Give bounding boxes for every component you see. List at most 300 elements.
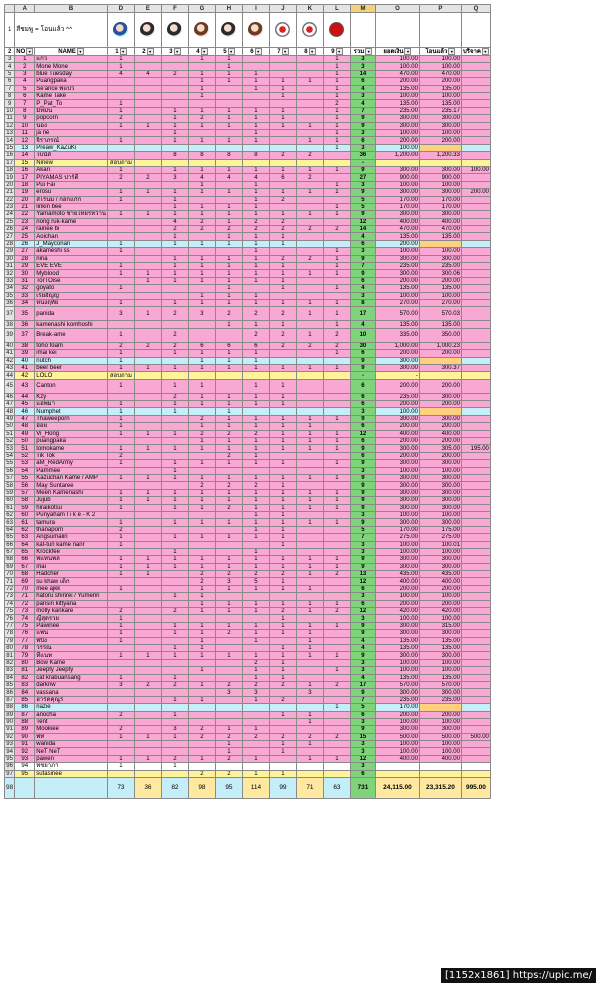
member-qty-cell [296,526,323,533]
member-qty-cell [215,328,242,342]
row-donation-cell [461,233,490,240]
row-number: 97 [6,770,13,777]
row-donation-cell [461,482,490,489]
row-amount-cell: 200.00 [375,438,419,445]
member-qty-cell [296,667,323,674]
table-row [5,696,491,703]
table-row [5,357,491,364]
row-amount-cell: 300.00 [375,460,419,467]
member-qty-cell [269,726,296,733]
row-total-cell: 9 [350,445,375,452]
member-qty-cell: 2 [215,482,242,489]
row-donation-cell [461,129,490,136]
row-no-cell: 49 [15,430,35,437]
table-row [5,711,491,718]
member-qty-cell: 1 [188,93,215,100]
row-donation-cell [461,667,490,674]
member-qty-cell [296,615,323,622]
member-qty-cell: 1 [242,511,269,518]
member-qty-cell [107,548,134,555]
member-qty-cell [134,218,161,225]
member-qty-cell: 1 [188,600,215,607]
column-header-12[interactable] [375,48,419,56]
member-qty-cell: 1 [107,196,134,203]
member-qty-cell [161,578,188,585]
member-qty-cell [269,408,296,415]
row-total-cell: 9 [350,726,375,733]
table-row [5,630,491,637]
member-qty-cell: 1 [215,203,242,210]
member-qty-cell [161,423,188,430]
row-paid-cell: 300.00 [419,497,461,504]
member-qty-cell: 1 [161,467,188,474]
row-name-cell: Aoichan [35,233,108,240]
row-paid-cell: 100.00 [419,292,461,299]
member-qty-cell: 2 [161,393,188,400]
row-name-cell: ญีสุดรวย [35,615,108,622]
member-qty-cell: 1 [269,504,296,511]
member-qty-cell [134,85,161,92]
member-qty-cell: 1 [242,321,269,328]
member-qty-cell: 1 [161,379,188,393]
member-qty-cell: 1 [188,497,215,504]
member-qty-cell: 1 [269,430,296,437]
row-no-cell: 94 [15,763,35,770]
row-name-cell: Pui Fai [35,181,108,188]
member-qty-cell: 1 [269,211,296,218]
row-total-cell: 9 [350,166,375,173]
row-name-cell: nong ruk-kame [35,218,108,225]
member-qty-cell [215,763,242,770]
column-header-4[interactable] [161,48,188,56]
member-qty-cell [107,226,134,233]
row-donation-cell [461,578,490,585]
row-number: 63 [6,519,13,526]
row-paid-cell: 435.00 [419,571,461,578]
row-amount-cell: 100.00 [375,56,419,63]
row-name-cell: Canton [35,379,108,393]
column-header-3[interactable] [134,48,161,56]
row-donation-cell [461,585,490,592]
member-qty-cell: 8 [188,152,215,159]
row-name-cell: โบนัส [35,152,108,159]
row-paid-cell: 135.00 [419,285,461,292]
member-qty-cell: 1 [296,585,323,592]
member-qty-cell: 2 [188,726,215,733]
filter-dropdown-icon[interactable]: ▾ [228,48,235,55]
member-qty-cell: 1 [107,504,134,511]
member-qty-cell: 1 [242,534,269,541]
column-letter-I[interactable]: I [242,5,269,13]
member-qty-cell [242,100,269,107]
row-donation-cell [461,107,490,114]
column-header-7[interactable] [242,48,269,56]
column-letter-M[interactable]: M [350,5,375,13]
member-qty-cell: 1 [269,652,296,659]
member-qty-cell [134,637,161,644]
row-name-cell: vassana [35,689,108,696]
row-no-cell: 74 [15,615,35,622]
row-name-cell: Pammee [35,467,108,474]
column-letter-O[interactable]: O [375,5,419,13]
member-qty-cell [323,711,350,718]
member-qty-cell [161,585,188,592]
member-qty-cell: 1 [215,556,242,563]
member-qty-cell: 1 [296,718,323,725]
column-header-9[interactable] [296,48,323,56]
row-paid-cell: 300.00 [419,652,461,659]
member-qty-cell: 1 [323,166,350,173]
member-qty-cell [134,328,161,342]
row-name-cell: Kazuchan Kame / AMP [35,475,108,482]
row-total-cell: 3 [350,748,375,755]
row-name-cell: สีไร้นม / ก็อกแก๊ก [35,196,108,203]
member-qty-cell [107,181,134,188]
member-qty-cell [323,585,350,592]
row-paid-cell: 400.00 [419,578,461,585]
member-qty-cell: 1 [269,166,296,173]
member-qty-cell [215,196,242,203]
member-qty-cell: 1 [215,107,242,114]
table-row [5,196,491,203]
row-name-cell: linkin bee [35,203,108,210]
member-qty-cell: 2 [323,608,350,615]
row-total-cell: 3 [350,667,375,674]
filter-dropdown-icon[interactable]: ▾ [336,48,343,55]
row-number: 39 [5,328,15,342]
column-letter-D[interactable]: D [107,5,134,13]
table-row [5,100,491,107]
row-amount-cell: 170.00 [375,196,419,203]
row-no-cell: 32 [15,285,35,292]
row-name-cell: Thaweeporn [35,415,108,422]
row-no-cell: 38 [15,342,35,349]
member-qty-cell: 1 [323,652,350,659]
filter-dropdown-icon[interactable]: ▾ [365,48,372,55]
column-letter-J[interactable]: J [269,5,296,13]
table-row [5,166,491,173]
member-qty-cell [296,196,323,203]
row-number: 11 [6,115,13,122]
member-qty-cell: 1 [323,430,350,437]
member-qty-cell: 1 [323,70,350,77]
row-name-cell: พี่แทนพล [35,556,108,563]
member-qty-cell: 1 [188,519,215,526]
row-name-cell: Myblood [35,270,108,277]
row-number: 43 [6,365,13,372]
member-qty-cell [134,748,161,755]
total-header-cell [350,13,375,48]
member-qty-cell: 1 [107,240,134,247]
filter-dropdown-icon[interactable]: ▾ [482,48,489,55]
member-qty-cell [107,696,134,703]
member-qty-cell: 1 [107,56,134,63]
member-qty-cell: 1 [215,364,242,371]
table-row [5,763,491,770]
row-total-cell: 9 [350,630,375,637]
member-qty-cell: 1 [296,211,323,218]
member-qty-cell [188,541,215,548]
table-row [5,342,491,349]
row-amount-cell: 435.00 [375,571,419,578]
row-no-cell: 15 [15,159,35,166]
row-amount-cell: 100.00 [375,741,419,748]
row-amount-cell: 570.00 [375,681,419,688]
table-row [5,56,491,63]
member-qty-cell: 2 [269,152,296,159]
member-qty-cell [215,644,242,651]
member-qty-cell [188,159,215,166]
row-total-cell: 6 [350,379,375,393]
table-row [5,704,491,711]
row-donation-cell [461,622,490,629]
row-number: 32 [6,270,13,277]
column-letter-E[interactable]: E [134,5,161,13]
member-qty-cell: 1 [323,122,350,129]
row-paid-cell: 100.00 [419,467,461,474]
member-qty-cell [161,321,188,328]
member-qty-cell: 1 [107,357,134,364]
member-qty-cell: 1 [323,115,350,122]
member-qty-cell: 1 [107,445,134,452]
column-header-5[interactable] [188,48,215,56]
row-no-cell: 13 [15,144,35,151]
row-amount-cell: - [375,372,419,379]
column-letter-A[interactable]: A [15,5,35,13]
member-qty-cell: 2 [269,571,296,578]
row-number: 42 [6,357,13,364]
member-qty-cell: 1 [296,415,323,422]
filter-dropdown-icon[interactable]: ▾ [147,48,154,55]
row-paid-cell: 300.00 [419,460,461,467]
row-total-cell: 4 [350,644,375,651]
member-qty-cell: 1 [215,357,242,364]
member-qty-cell: 1 [242,107,269,114]
filter-dropdown-icon[interactable]: ▾ [77,48,84,55]
member-qty-cell: 1 [215,741,242,748]
row-total-cell: 3 [350,144,375,151]
column-header-13[interactable] [419,48,461,56]
member-qty-cell: 2 [188,571,215,578]
row-no-cell: 88 [15,718,35,725]
member-qty-cell: 1 [188,637,215,644]
table-row [5,211,491,218]
member-qty-cell [188,615,215,622]
column-letter-P[interactable]: P [419,5,461,13]
table-row [5,526,491,533]
table-row [5,423,491,430]
member-qty-cell: 1 [269,556,296,563]
row-name-cell: rainee bi [35,226,108,233]
row-paid-cell [419,408,461,415]
row-no-cell: 22 [15,211,35,218]
row-name-cell: Hadcher [35,571,108,578]
member-qty-cell [296,56,323,63]
member-qty-cell [323,408,350,415]
row-no-cell: 9 [15,115,35,122]
row-donation-cell [461,248,490,255]
table-row [5,430,491,437]
column-letter-B[interactable]: B [35,5,108,13]
member-qty-cell: 1 [323,211,350,218]
row-no-cell: 19 [15,189,35,196]
row-number: 90 [6,719,13,726]
member-3-icon [161,13,188,48]
column-letter-L[interactable]: L [323,5,350,13]
row-donation-cell [461,571,490,578]
member-qty-cell [296,107,323,114]
row-name-cell: puangpaka [35,438,108,445]
row-amount-cell: 135.00 [375,674,419,681]
member-qty-cell: 2 [161,681,188,688]
row-name-cell: sutasinee [35,770,108,777]
column-letter-corner [5,5,15,13]
row-no-cell: 67 [15,563,35,570]
row-donation-cell [461,741,490,748]
row-paid-cell [419,240,461,247]
member-qty-cell: 1 [242,548,269,555]
row-total-cell: 12 [350,430,375,437]
column-header-10[interactable] [323,48,350,56]
table-row [5,519,491,526]
member-qty-cell [215,526,242,533]
column-letter-K[interactable]: K [296,5,323,13]
member-qty-cell [296,763,323,770]
row-donation-cell [461,489,490,496]
filter-dropdown-icon[interactable]: ▾ [174,48,181,55]
column-letter-F[interactable]: F [161,5,188,13]
table-row [5,233,491,240]
member-qty-cell: 2 [296,255,323,262]
member-qty-cell [134,585,161,592]
member-qty-cell [269,292,296,299]
member-qty-cell: 2 [188,482,215,489]
member-qty-cell: 2 [161,755,188,762]
row-name-cell: Yamamoto ชายไทยรหวาน [36,211,106,218]
column-letter-Q[interactable]: Q [461,5,490,13]
member-qty-cell: 1 [296,430,323,437]
filter-dropdown-icon[interactable]: ▾ [255,48,262,55]
member-qty-cell: 1 [161,364,188,371]
member-qty-cell: 1 [134,497,161,504]
member-qty-cell [323,511,350,518]
member-qty-cell [161,452,188,459]
column-header-8[interactable] [269,48,296,56]
row-amount-cell: 100.00 [375,548,419,555]
table-row [5,438,491,445]
member-qty-cell: 1 [242,196,269,203]
column-header-2[interactable] [107,48,134,56]
member-qty-cell [134,689,161,696]
row-paid-cell: 200.00 [419,277,461,284]
row-number: 79 [6,637,13,644]
member-qty-cell [107,152,134,159]
table-row [5,307,491,321]
column-header-14[interactable] [461,48,490,56]
member-qty-cell: 2 [269,255,296,262]
row-no-cell: 77 [15,637,35,644]
row-total-cell: 9 [350,122,375,129]
row-no-cell: 72 [15,600,35,607]
member-qty-cell [269,248,296,255]
member-qty-cell: 1 [323,622,350,629]
member-qty-cell: 1 [161,489,188,496]
member-qty-cell [215,593,242,600]
member-qty-cell [242,63,269,70]
filter-dropdown-icon[interactable]: ▾ [26,48,33,55]
row-donation-cell [461,115,490,122]
member-qty-cell: 1 [107,652,134,659]
table-row [5,328,491,342]
column-letter-H[interactable]: H [215,5,242,13]
member-qty-cell: 1 [188,438,215,445]
member-qty-cell: 1 [296,563,323,570]
member-qty-cell: 1 [107,364,134,371]
member-qty-cell [269,70,296,77]
member-qty-cell: 3 [188,307,215,321]
row-name-cell: tomokame [35,445,108,452]
column-header-6[interactable] [215,48,242,56]
filter-dropdown-icon[interactable]: ▾ [282,48,289,55]
member-qty-cell [134,696,161,703]
member-qty-cell [296,63,323,70]
filter-dropdown-icon[interactable]: ▾ [448,48,455,55]
row-number: 74 [6,600,13,607]
row-amount-cell: 200.00 [375,379,419,393]
row-number: 85 [6,682,13,689]
member-qty-cell: 1 [242,667,269,674]
row-total-cell: - [350,372,375,379]
row-paid-cell: 100.01 [419,541,461,548]
member-qty-cell: 2 [215,681,242,688]
row-donation-cell [461,70,490,77]
row-total-cell: 6 [350,393,375,400]
member-qty-cell: 1 [323,129,350,136]
filter-dropdown-icon[interactable]: ▾ [404,48,411,55]
row-name-cell: hatoru shinrei / Yumerin [35,593,108,600]
member-qty-cell: 1 [188,475,215,482]
row-paid-cell: 1,000.23 [419,342,461,349]
row-no-cell: 3 [15,70,35,77]
row-no-cell: 50 [15,438,35,445]
row-number: 59 [6,489,13,496]
member-qty-cell [134,78,161,85]
member-qty-cell: 1 [269,770,296,777]
member-qty-cell [107,93,134,100]
member-qty-cell: 1 [161,519,188,526]
member-qty-cell: 1 [323,78,350,85]
column-header-0[interactable] [15,48,35,56]
member-qty-cell: 2 [107,452,134,459]
column-header-1[interactable] [35,48,108,56]
member-qty-cell: 1 [269,534,296,541]
member-qty-cell: 2 [161,608,188,615]
row-donation-cell [461,696,490,703]
member-qty-cell [107,321,134,328]
member-qty-cell [215,379,242,393]
row-no-cell: 24 [15,226,35,233]
member-qty-cell: 1 [215,255,242,262]
filter-dropdown-icon[interactable]: ▾ [309,48,316,55]
row-no-cell: 56 [15,482,35,489]
filter-dropdown-icon[interactable]: ▾ [201,48,208,55]
column-header-11[interactable] [350,48,375,56]
column-letter-G[interactable]: G [188,5,215,13]
filter-dropdown-icon[interactable]: ▾ [120,48,127,55]
row-paid-cell: 300.00 [419,563,461,570]
row-paid-cell: 100.00 [419,129,461,136]
member-qty-cell [134,393,161,400]
